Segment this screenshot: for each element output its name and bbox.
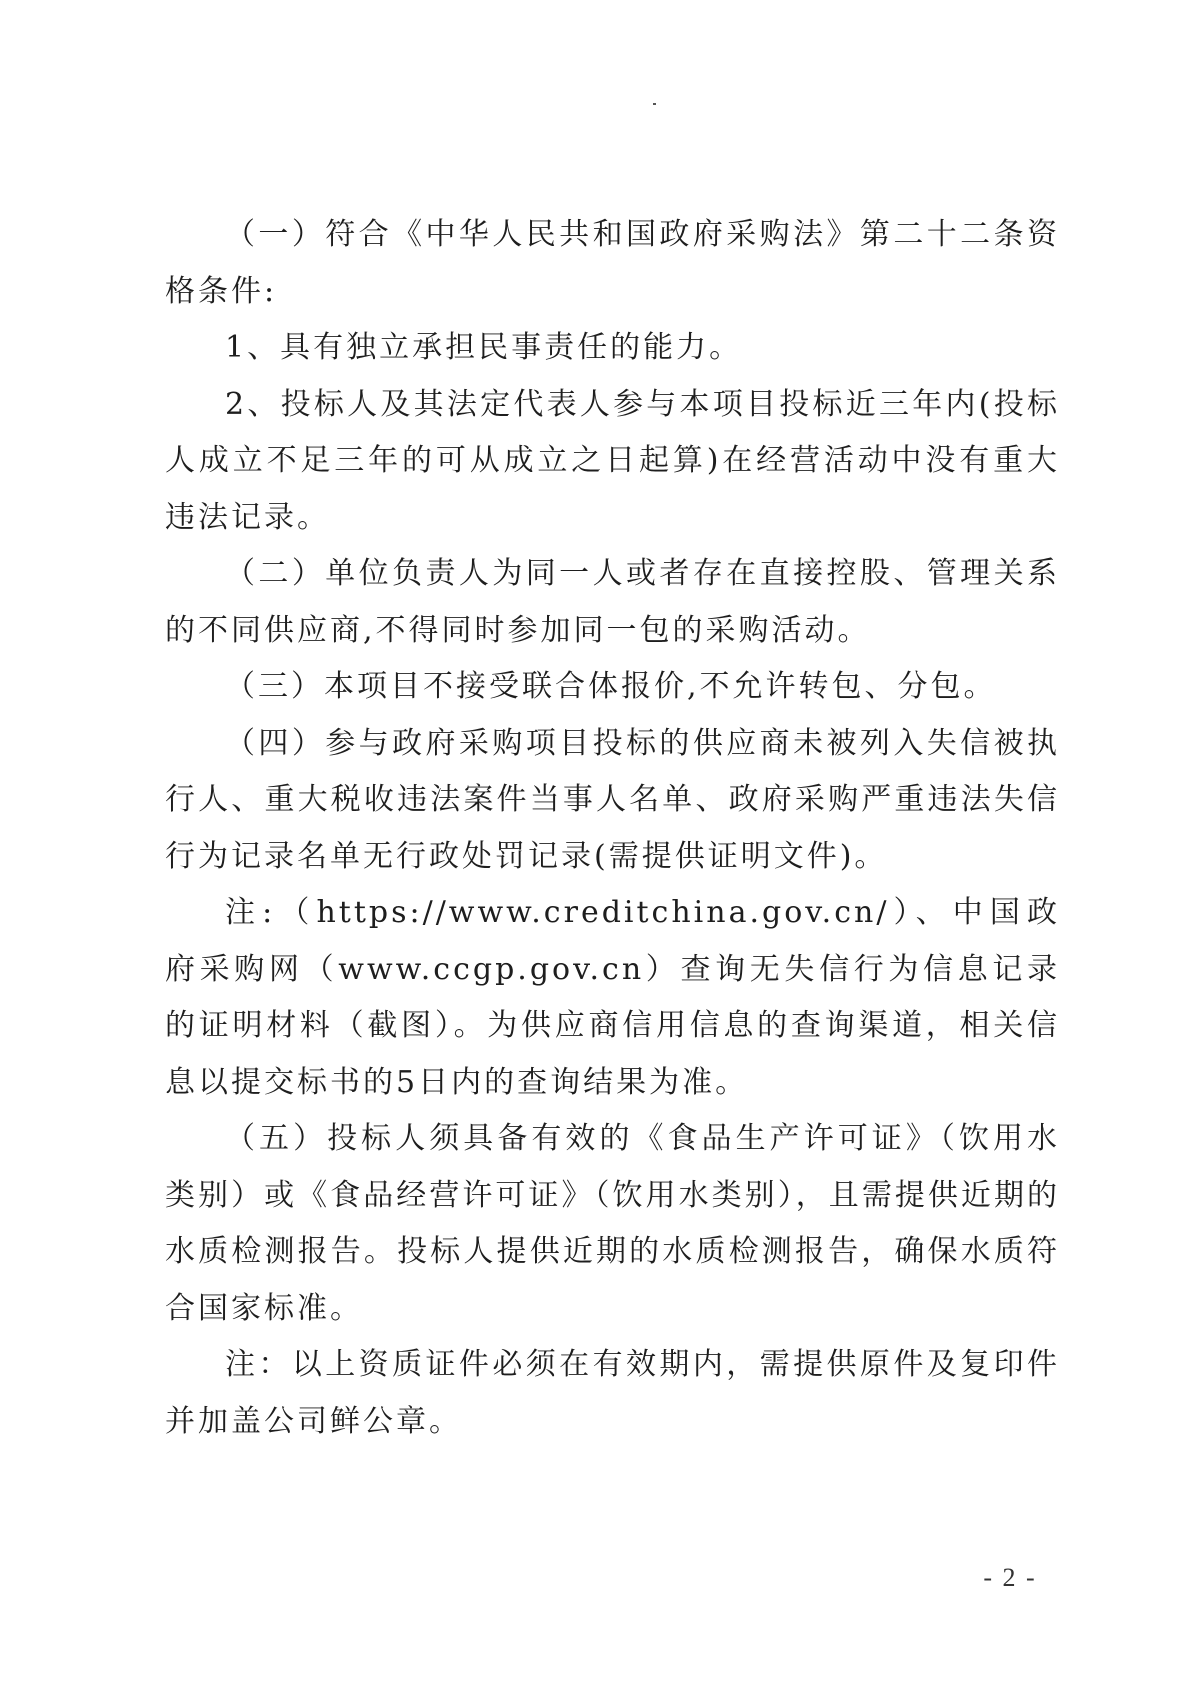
paragraph-credit-note: 注:（https://www.creditchina.gov.cn/）、中国政府采购网（www.ccgp.gov.cn）查询无失信行为信息记录的证明材料（截图）。为供应商信用信息的查询渠道，相关信息以提交标书的5日内的查询结果为准。 xyxy=(165,895,1060,1100)
paragraph-civil-liability: 1、具有独立承担民事责任的能力。 xyxy=(225,330,743,365)
paragraph-food-license: （五）投标人须具备有效的《食品生产许可证》（饮用水类别）或《食品经营许可证》（饮用水类别），且需提供近期的水质检测报告。投标人提供近期的水质检测报告，确保水质符合国家标准。 xyxy=(165,1121,1060,1326)
document-body xyxy=(165,207,1060,1450)
paragraph-same-responsible-person: （二）单位负责人为同一人或者存在直接控股、管理关系的不同供应商,不得同时参加同一包的采购活动。 xyxy=(165,556,1060,648)
paragraph-no-consortium: （三）本项目不接受联合体报价,不允许转包、分包。 xyxy=(225,669,997,704)
paragraph-qualification-1: （一）符合《中华人民共和国政府采购法》第二十二条资格条件: xyxy=(165,217,1060,309)
paragraph-dishonest-list: （四）参与政府采购项目投标的供应商未被列入失信被执行人、重大税收违法案件当事人名单、政府采购严重违法失信行为记录名单无行政处罚记录(需提供证明文件)。 xyxy=(165,725,1060,874)
scan-mark xyxy=(653,103,656,105)
paragraph-no-violation-record: 2、投标人及其法定代表人参与本项目投标近三年内(投标人成立不足三年的可从成立之日起算)在经营活动中没有重大违法记录。 xyxy=(165,386,1060,535)
page-number: - 2 - xyxy=(983,1563,1037,1592)
paragraph-certificate-note: 注：以上资质证件必须在有效期内，需提供原件及复印件并加盖公司鲜公章。 xyxy=(165,1347,1060,1439)
